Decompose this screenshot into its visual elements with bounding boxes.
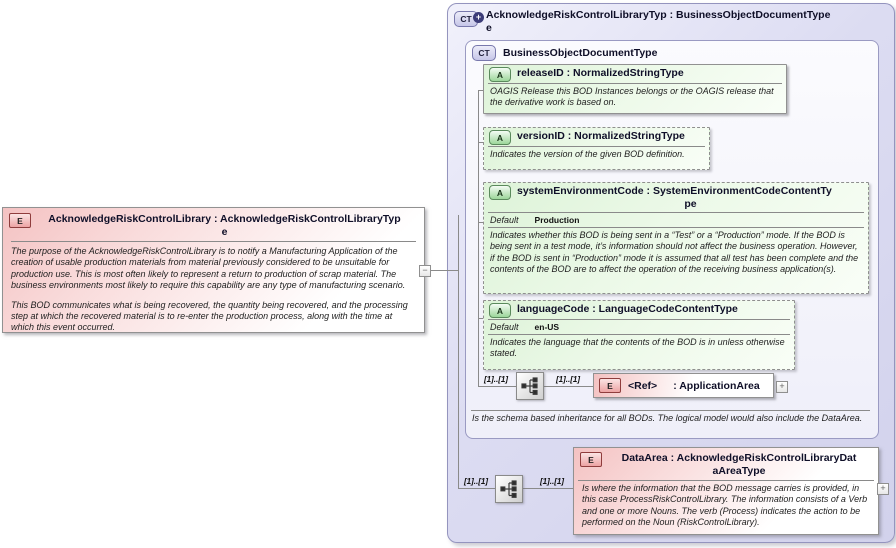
cardinality-inner-left: [1]..[1] (484, 375, 508, 384)
attribute-systemenvironmentcode-default (488, 212, 864, 228)
base-type-header (472, 45, 657, 61)
default-label: Default (490, 215, 519, 225)
attribute-systemenvironmentcode[interactable] (483, 182, 869, 294)
attribute-icon: A (489, 130, 511, 145)
attribute-releaseid-annotation: OAGIS Release this BOD Instances belongs or the OAGIS release that the derivative work is based on. (490, 86, 774, 108)
expand-button-applicationarea[interactable]: + (776, 381, 788, 393)
applicationarea-ref-name: <Ref> (628, 379, 658, 392)
dataarea-title-line2: aAreaType (712, 465, 766, 477)
separator (578, 480, 874, 481)
attribute-languagecode-header (484, 301, 794, 319)
dataarea-title (606, 452, 872, 478)
complex-type-title (486, 9, 888, 35)
connector-to-outer-sequence (459, 488, 496, 489)
separator (11, 241, 416, 242)
base-type-footer-text: Is the schema based inheritance for all BODs. The logical model would also include the DataArea. (472, 413, 863, 423)
attribute-icon: A (489, 303, 511, 318)
attribute-versionid-title: versionID : NormalizedStringType (517, 130, 685, 142)
complex-type-header (454, 9, 488, 27)
connector-type-spine (458, 215, 459, 489)
complex-type-title-line2: e (486, 22, 492, 34)
connector-attribute-spine (478, 90, 479, 387)
root-title-line1: AcknowledgeRiskControlLibrary : AcknowledgeRiskControlLibraryTyp (48, 213, 401, 225)
title-line1: systemEnvironmentCode : SystemEnvironmentCodeContentTy (517, 185, 832, 197)
attribute-versionid[interactable] (483, 127, 710, 170)
attribute-systemenvironmentcode-title (517, 185, 864, 211)
attribute-languagecode[interactable] (483, 300, 795, 370)
base-type-icon: CT (472, 45, 496, 61)
complex-type-icon-wrap (454, 9, 488, 27)
element-dataarea[interactable] (573, 447, 879, 535)
cardinality-inner-right: [1]..[1] (556, 375, 580, 384)
applicationarea-ref-type: : ApplicationArea (673, 379, 760, 392)
attribute-languagecode-title: languageCode : LanguageCodeContentType (517, 303, 738, 315)
sequence-glyph (497, 477, 521, 501)
title-line2: pe (684, 198, 697, 210)
connector-to-inner-sequence (478, 386, 516, 387)
element-applicationarea-ref[interactable] (593, 373, 774, 398)
root-title-line2: e (221, 226, 228, 238)
attribute-icon: A (489, 67, 511, 82)
dataarea-title-line1: DataArea : AcknowledgeRiskControlLibraryDat (621, 452, 857, 464)
element-icon: E (9, 213, 31, 228)
attribute-releaseid-title: releaseID : NormalizedStringType (517, 67, 684, 79)
attribute-versionid-annotation: Indicates the version of the given BOD definition. (490, 149, 685, 159)
attribute-systemenvironmentcode-header (484, 183, 868, 212)
default-value: en-US (534, 322, 560, 332)
dataarea-annotation: Is where the information that the BOD message carries is provided, in this case ProcessRiskControlLibrary. The information consists of a Verb and one or more Nouns. The verb (Process) indicates the action to be performed on the Noun (RiskControlLibrary). (582, 483, 868, 528)
attribute-languagecode-default (488, 319, 790, 335)
attribute-releaseid-header (484, 65, 786, 83)
expand-button-dataarea[interactable]: + (877, 483, 889, 495)
dataarea-header (574, 448, 878, 478)
sequence-icon[interactable] (495, 475, 523, 503)
element-acknowledgeriskcontrollibrary[interactable] (2, 207, 425, 333)
root-element-title (31, 213, 418, 239)
root-element-header (3, 208, 424, 239)
attribute-systemenvironmentcode-annotation: Indicates whether this BOD is being sent in a “Test” or a “Production” mode. If the BOD is being sent in a test mode, it’s information should not affect the business operation. However, if the BOD is sent in “Production” mode it is assumed that all test has been complete and the contents of the BOD are to affect the operation of the receiving business application(s). (490, 230, 859, 275)
connector-root-to-type (430, 270, 459, 271)
collapse-button-root-element[interactable]: − (419, 265, 431, 277)
element-icon: E (580, 452, 602, 467)
element-icon: E (599, 378, 621, 393)
attribute-versionid-header (484, 128, 709, 146)
attribute-icon: A (489, 185, 511, 200)
attribute-releaseid[interactable] (483, 64, 787, 114)
attribute-languagecode-annotation: Indicates the language that the contents of the BOD is in unless otherwise stated. (490, 337, 785, 359)
default-label: Default (490, 322, 519, 332)
complex-type-plus-icon: + (473, 12, 484, 23)
cardinality-outer-left: [1]..[1] (464, 477, 488, 486)
default-value: Production (534, 215, 580, 225)
base-type-title: BusinessObjectDocumentType (503, 46, 658, 59)
root-element-annotation-p2: This BOD communicates what is being recovered, the quantity being recovered, and the processing step at which the recovered material is to re-enter the production process, along with the time at which this event occurred. (11, 299, 408, 333)
connector-sequence-to-applicationarea (543, 386, 593, 387)
cardinality-outer-right: [1]..[1] (540, 477, 564, 486)
base-type-footer-separator (471, 410, 870, 411)
complex-type-title-line1: AcknowledgeRiskControlLibraryTyp : BusinessObjectDocumentType (486, 9, 831, 21)
root-element-annotation-p1: The purpose of the AcknowledgeRiskControlLibrary is to notify a Manufacturing Application of the creation of usable production materials from material previously considered to be unsuitable for production use. This is most often likely to represent a return to production of scrap material. The business environments most likely to require this capability are any type of manufacturing scenario. (11, 246, 406, 291)
sequence-glyph (518, 374, 542, 398)
connector-sequence-to-dataarea (522, 488, 573, 489)
sequence-icon[interactable] (516, 372, 544, 400)
complex-type-icon: CT (454, 11, 478, 27)
